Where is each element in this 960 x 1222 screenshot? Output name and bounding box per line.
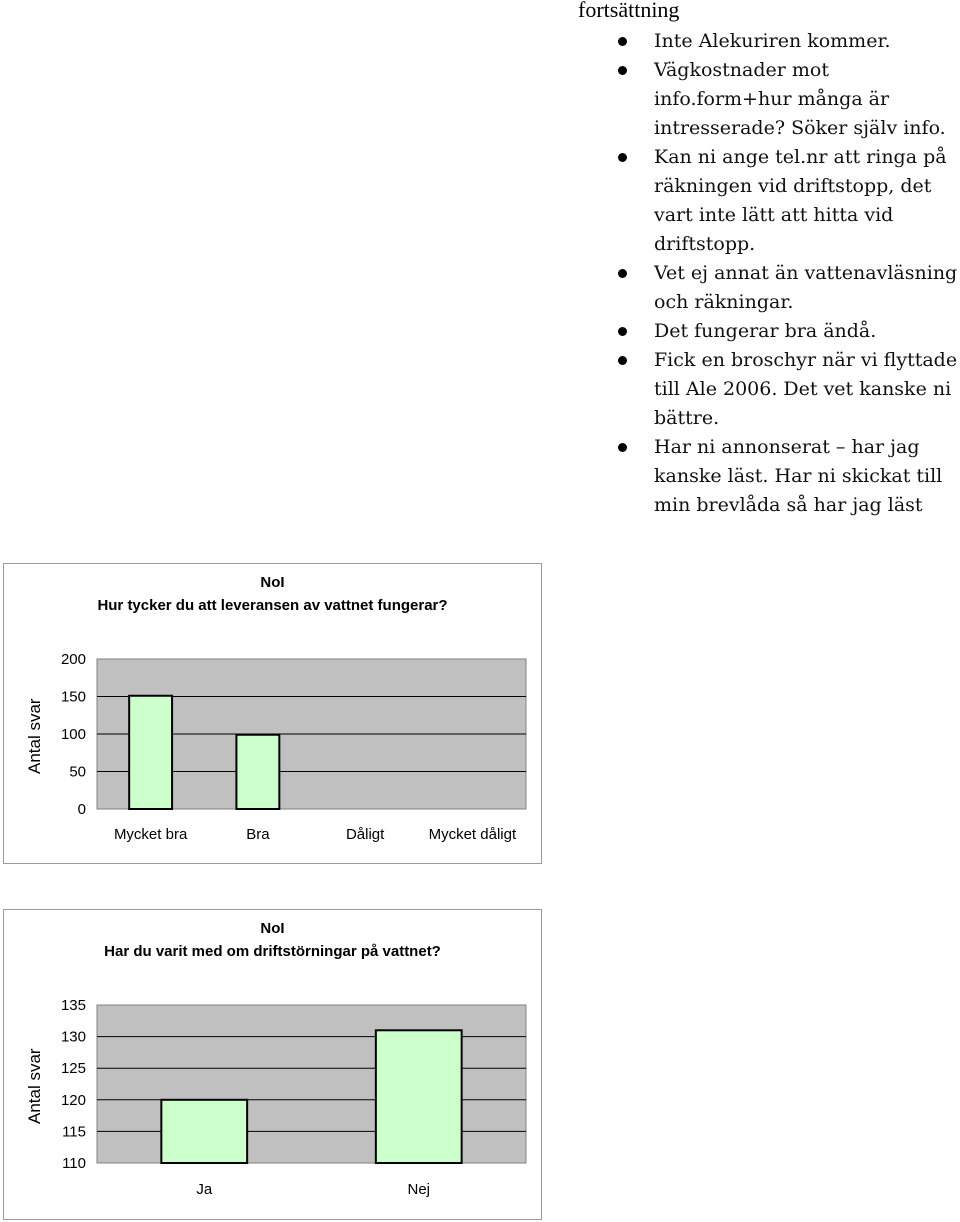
x-tick-label: Mycket dåligt: [428, 826, 517, 843]
list-item-text: Fick en broschyr när vi flyttade till Ale 2006. Det vet kanske ni bättre.: [654, 349, 958, 429]
y-tick-label: 115: [62, 1123, 86, 1141]
list-item-text: Har ni annonserat – har jag kanske läst. Har ni skickat till min brevlåda så har jag läst: [654, 436, 943, 516]
bullet-icon: [618, 37, 627, 46]
list-item-text: Vet ej annat än vattenavläsning och räkningar.: [654, 262, 958, 313]
list-item-text: Inte Alekuriren kommer.: [654, 30, 891, 52]
chart-delivery-quality: [3, 563, 542, 864]
x-tick-label: Dåligt: [345, 826, 385, 843]
x-tick-label: Nej: [407, 1181, 431, 1198]
y-tick-label: 200: [60, 651, 86, 668]
list-item-text: Det fungerar bra ändå.: [654, 320, 877, 342]
chart-title: NoI: [260, 574, 285, 591]
list-item-text: Kan ni ange tel.nr att ringa på räkningen vid driftstopp, det vart inte lätt att hitta vid driftstopp.: [654, 146, 947, 255]
chart-plot: [4, 910, 541, 1219]
bullet-icon: [618, 66, 627, 75]
y-tick-label: 100: [60, 726, 86, 743]
x-tick-label: Bra: [246, 826, 270, 843]
y-tick-label: 0: [77, 801, 86, 818]
chart-plot: [4, 564, 541, 863]
bar: [376, 1030, 462, 1163]
x-tick-label: Ja: [196, 1181, 213, 1198]
y-tick-label: 50: [69, 763, 86, 781]
y-axis-label: Antal svar: [25, 1048, 44, 1124]
list-item: [654, 27, 960, 56]
list-item: [654, 259, 960, 317]
bar: [236, 735, 279, 809]
y-tick-label: 135: [60, 997, 86, 1014]
list-item-text: Vägkostnader mot info.form+hur många är intresserade? Söker själv info.: [654, 59, 946, 139]
x-tick-label: Mycket bra: [113, 826, 188, 843]
bullet-icon: [618, 269, 627, 278]
list-item: [654, 143, 960, 259]
y-tick-label: 130: [60, 1028, 86, 1046]
y-tick-label: 120: [60, 1091, 86, 1109]
list-item: [654, 317, 960, 346]
bullet-icon: [618, 153, 627, 162]
bullet-icon: [618, 356, 627, 365]
y-tick-label: 125: [60, 1060, 86, 1078]
chart-subtitle: Hur tycker du att leveransen av vattnet fungerar?: [97, 597, 448, 614]
section-heading: fortsättning: [578, 0, 680, 22]
y-axis-label: Antal svar: [25, 698, 44, 774]
bar: [161, 1100, 247, 1163]
list-item: [654, 56, 960, 143]
list-item: [654, 433, 960, 520]
y-tick-label: 110: [62, 1155, 86, 1172]
chart-title: NoI: [260, 920, 285, 937]
bar: [129, 696, 172, 809]
chart-subtitle: Har du varit med om driftstörningar på vattnet?: [104, 943, 441, 960]
bullet-icon: [618, 327, 627, 336]
y-tick-label: 150: [60, 688, 86, 706]
chart-disruptions: [3, 909, 542, 1220]
comments-list: [654, 27, 960, 520]
list-item: [654, 346, 960, 433]
bullet-icon: [618, 443, 627, 452]
